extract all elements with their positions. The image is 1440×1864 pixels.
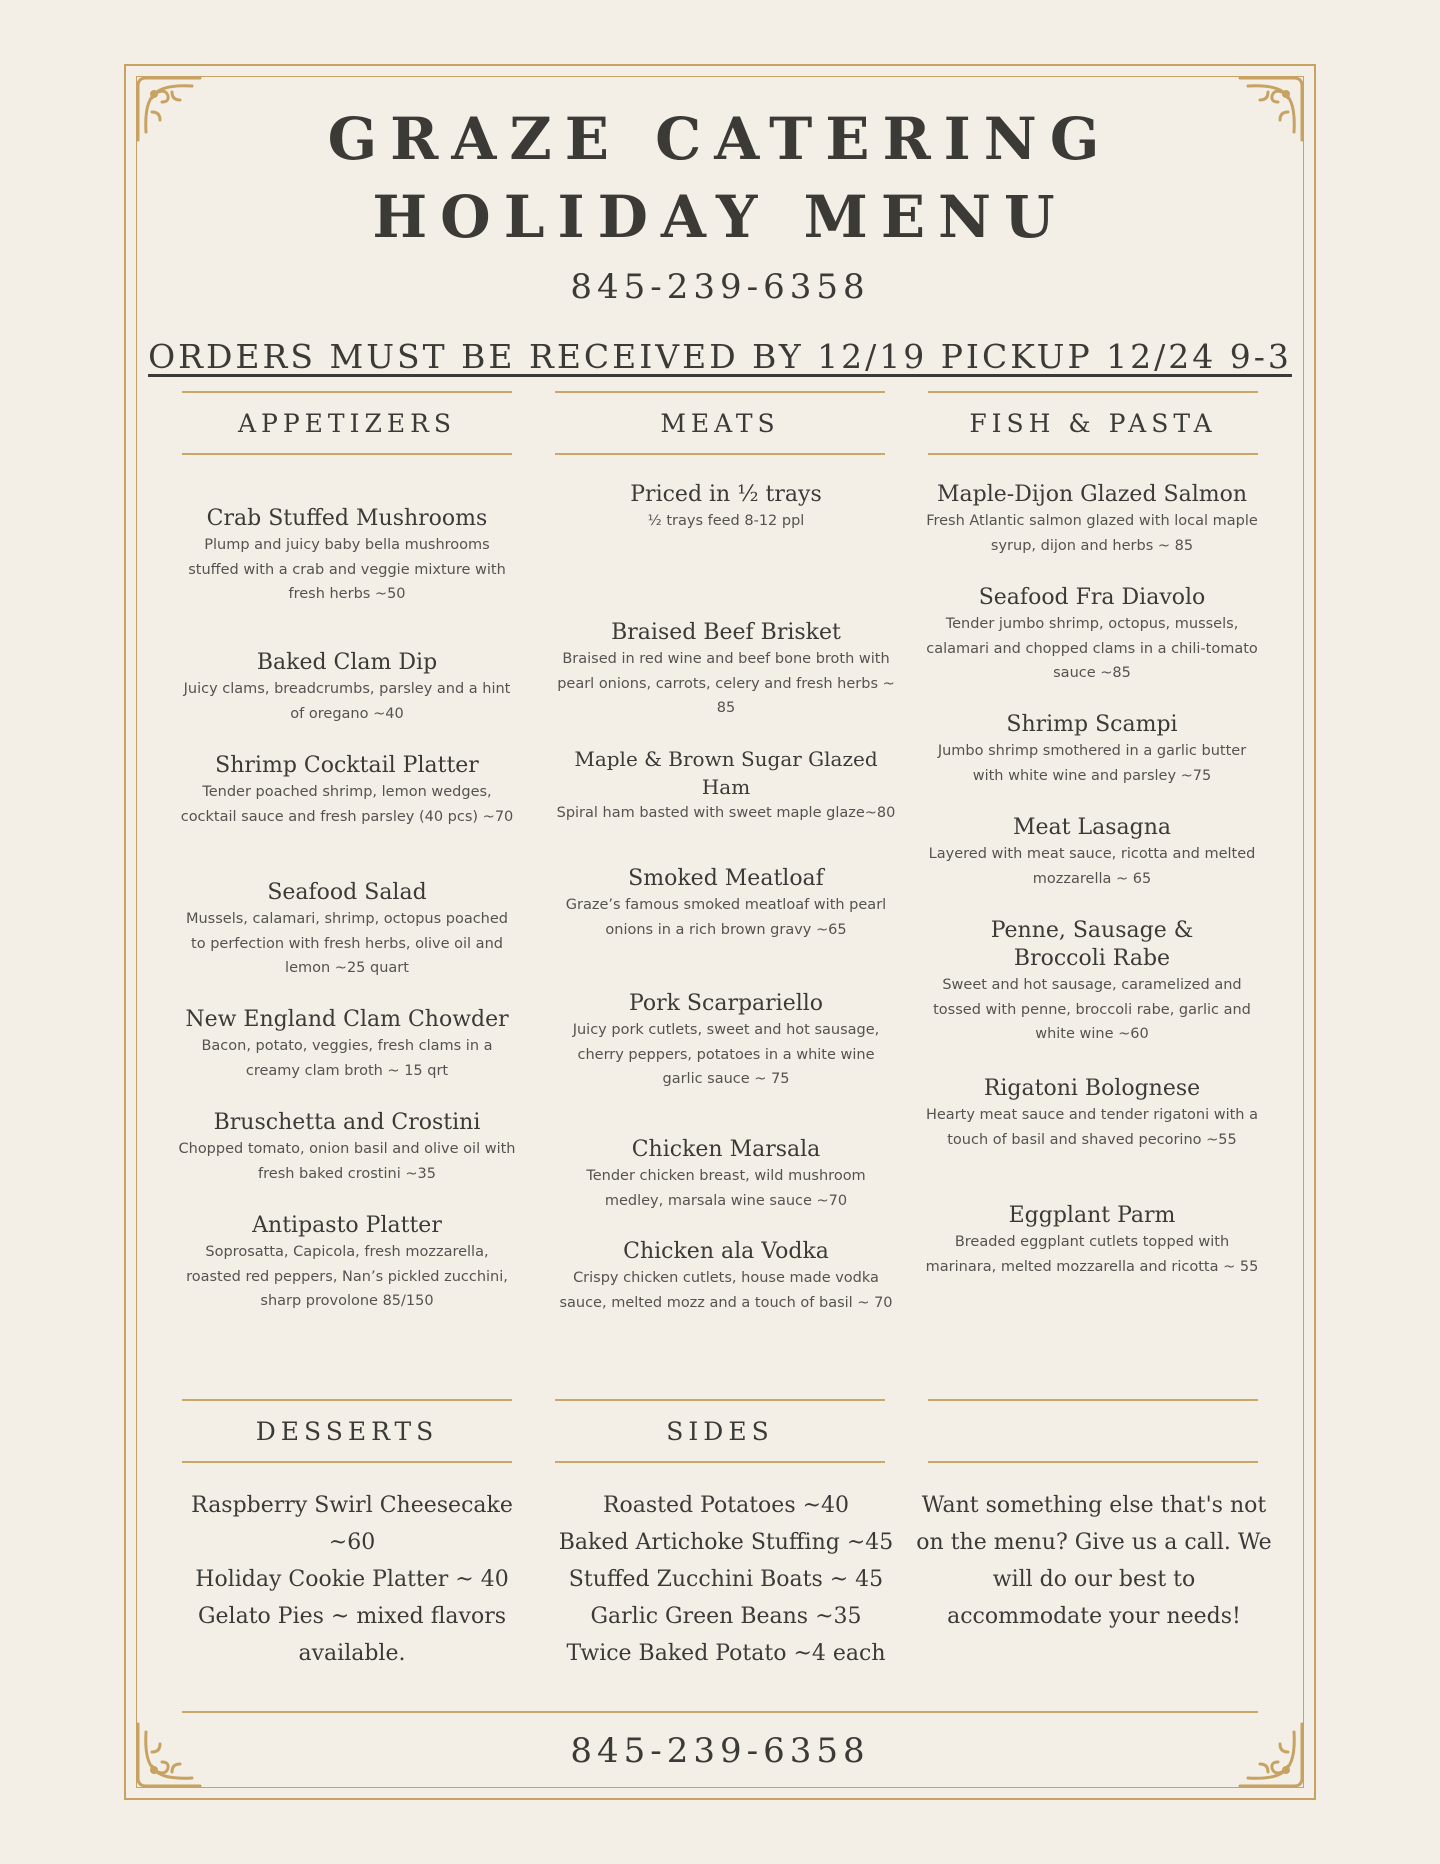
section-heading-contact — [928, 1399, 1258, 1463]
menu-item — [556, 865, 896, 942]
menu-item-name: Seafood Fra Diavolo — [978, 585, 1206, 610]
menu-item — [922, 1075, 1262, 1152]
menu-item-name: Shrimp Scampi — [1006, 712, 1178, 737]
menu-item-name: Smoked Meatloaf — [628, 866, 824, 891]
list-item: Twice Baked Potato ~4 each — [566, 1641, 886, 1666]
menu-item-name: New England Clam Chowder — [185, 1007, 509, 1032]
menu-item-name: Eggplant Parm — [1008, 1203, 1176, 1228]
contact-message: Want something else that's not on the menu? Give us a call. We will do our best to accommodate your needs! — [916, 1493, 1272, 1629]
menu-item-name: Maple-Dijon Glazed Salmon — [936, 482, 1248, 507]
list-item: Roasted Potatoes ~40 — [602, 1493, 850, 1518]
menu-item — [556, 619, 896, 721]
list-item: Garlic Green Beans ~35 — [590, 1604, 862, 1629]
menu-item — [177, 1212, 517, 1314]
menu-item — [922, 584, 1262, 686]
sides-list — [546, 1487, 906, 1672]
section-heading-fish-pasta: FISH & PASTA — [928, 391, 1258, 455]
menu-item — [177, 752, 517, 829]
menu-item-name: Braised Beef Brisket — [611, 620, 841, 645]
menu-item-desc: Spiral ham basted with sweet maple glaze~80 — [556, 805, 896, 821]
menu-item — [922, 917, 1262, 1047]
desserts-list — [172, 1487, 532, 1672]
menu-item — [177, 649, 517, 726]
menu-item-desc: Juicy clams, breadcrumbs, parsley and a hint of oregano ~40 — [183, 681, 511, 722]
menu-item-name: Maple & Brown Sugar Glazed Ham — [574, 747, 878, 799]
page-subtitle: HOLIDAY MENU — [372, 183, 1068, 251]
menu-item-desc: Hearty meat sauce and tender rigatoni with a touch of basil and shaved pecorino ~55 — [925, 1107, 1258, 1148]
menu-intro — [556, 481, 896, 534]
menu-item-desc: Sweet and hot sausage, caramelized and tossed with penne, broccoli rabe, garlic and white wine ~60 — [933, 977, 1251, 1042]
list-item: Gelato Pies ~ mixed flavors available. — [197, 1604, 507, 1666]
menu-item-name: Crab Stuffed Mushrooms — [206, 506, 488, 531]
menu-item — [177, 505, 517, 607]
menu-item-desc: Layered with meat sauce, ricotta and melted mozzarella ~ 65 — [928, 846, 1256, 887]
menu-item-desc: Plump and juicy baby bella mushrooms stuffed with a crab and veggie mixture with fresh herbs ~50 — [188, 537, 506, 602]
footer-divider — [182, 1711, 1258, 1713]
list-item: Stuffed Zucchini Boats ~ 45 — [568, 1567, 884, 1592]
menu-item-name: Rigatoni Bolognese — [983, 1076, 1201, 1101]
menu-item-name: Chicken ala Vodka — [623, 1239, 829, 1264]
menu-item-desc: Graze’s famous smoked meatloaf with pearl onions in a rich brown gravy ~65 — [565, 897, 887, 938]
menu-item-desc: Bacon, potato, veggies, fresh clams in a creamy clam broth ~ 15 qrt — [201, 1038, 493, 1079]
menu-item-name: Seafood Salad — [267, 880, 427, 905]
menu-item-desc: Mussels, calamari, shrimp, octopus poached to perfection with fresh herbs, olive oil and lemon ~25 quart — [185, 911, 508, 976]
menu-intro-title: Priced in ½ trays — [630, 482, 822, 507]
menu-intro-desc: ½ trays feed 8-12 ppl — [647, 513, 805, 529]
page-title: GRAZE CATERING — [327, 105, 1113, 173]
menu-item — [922, 814, 1262, 891]
menu-item-desc: Breaded eggplant cutlets topped with marinara, melted mozzarella and ricotta ~ 55 — [925, 1234, 1259, 1275]
section-heading-meats: MEATS — [555, 391, 885, 455]
menu-item — [556, 1136, 896, 1213]
menu-item-desc: Tender poached shrimp, lemon wedges, cocktail sauce and fresh parsley (40 pcs) ~70 — [180, 784, 514, 825]
section-heading-desserts: DESSERTS — [182, 1399, 512, 1463]
menu-item — [922, 1202, 1262, 1279]
menu-item-desc: Soprosatta, Capicola, fresh mozzarella, roasted red peppers, Nan’s pickled zucchini, sharp provolone 85/150 — [186, 1244, 508, 1309]
menu-item-desc: Tender chicken breast, wild mushroom medley, marsala wine sauce ~70 — [586, 1168, 866, 1209]
menu-item-name: Penne, Sausage & Broccoli Rabe — [990, 918, 1194, 971]
menu-item-desc: Juicy pork cutlets, sweet and hot sausage, cherry peppers, potatoes in a white wine garlic sauce ~ 75 — [572, 1022, 880, 1087]
section-heading-sides: SIDES — [555, 1399, 885, 1463]
menu-item-name: Meat Lasagna — [1013, 815, 1171, 840]
menu-item — [922, 711, 1262, 788]
menu-item-name: Chicken Marsala — [631, 1137, 821, 1162]
menu-item — [177, 1109, 517, 1186]
menu-item-name: Shrimp Cocktail Platter — [215, 753, 479, 778]
menu-item — [177, 879, 517, 981]
menu-item — [556, 1238, 896, 1315]
menu-item — [177, 1006, 517, 1083]
menu-item-desc: Braised in red wine and beef bone broth with pearl onions, carrots, celery and fresh herbs ~ 85 — [557, 651, 895, 716]
menu-item-desc: Fresh Atlantic salmon glazed with local maple syrup, dijon and herbs ~ 85 — [926, 513, 1258, 554]
list-item: Holiday Cookie Platter ~ 40 — [195, 1567, 509, 1592]
menu-item-desc: Jumbo shrimp smothered in a garlic butter with white wine and parsley ~75 — [937, 743, 1247, 784]
menu-item-name: Antipasto Platter — [252, 1213, 442, 1238]
menu-item-name: Bruschetta and Crostini — [213, 1110, 481, 1135]
phone-number: 845-239-6358 — [570, 267, 870, 307]
menu-item — [922, 481, 1262, 558]
order-deadline-notice: ORDERS MUST BE RECEIVED BY 12/19 PICKUP 12/24 9-3 — [148, 337, 1292, 376]
menu-item-name: Baked Clam Dip — [256, 650, 438, 675]
list-item: Baked Artichoke Stuffing ~45 — [558, 1530, 894, 1555]
menu-item-desc: Crispy chicken cutlets, house made vodka sauce, melted mozz and a touch of basil ~ 70 — [559, 1270, 893, 1311]
section-heading-appetizers: APPETIZERS — [182, 391, 512, 455]
footer-phone-number: 845-239-6358 — [570, 1731, 870, 1771]
menu-item-desc: Chopped tomato, onion basil and olive oil with fresh baked crostini ~35 — [178, 1141, 516, 1182]
menu-item — [556, 990, 896, 1092]
menu-item — [556, 745, 896, 826]
menu-item-name: Pork Scarpariello — [628, 991, 824, 1016]
list-item: Raspberry Swirl Cheesecake ~60 — [191, 1493, 513, 1555]
menu-item-desc: Tender jumbo shrimp, octopus, mussels, calamari and chopped clams in a chili-tomato sauce ~85 — [926, 616, 1258, 681]
